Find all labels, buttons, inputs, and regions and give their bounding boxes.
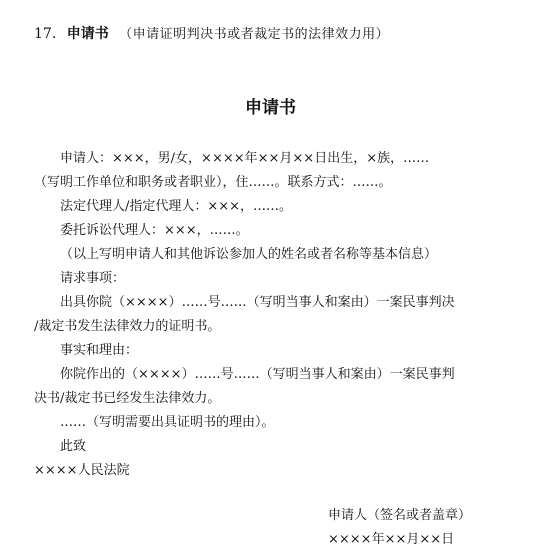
- court-name: ××××人民法院: [34, 463, 130, 478]
- applicant-line-cont: （写明工作单位和职务或者职业），住……。联系方式：……。: [34, 175, 392, 190]
- reason-line: ……（写明需要出具证明书的理由）。: [60, 415, 275, 430]
- applicant-line: 申请人：×××，男/女，××××年××月××日出生，×族，……: [60, 151, 430, 166]
- signature-date: ××××年××月××日: [328, 532, 455, 547]
- request-line: 出具你院（××××）……号……（写明当事人和案由）一案民事判决: [60, 295, 455, 310]
- facts-heading: 事实和理由：: [60, 343, 139, 358]
- section-number: 17.: [34, 26, 57, 42]
- closing-line: 此致: [60, 439, 87, 454]
- section-name: 申请书: [66, 26, 109, 42]
- facts-line-cont: 决书/裁定书已经发生法律效力。: [34, 391, 221, 406]
- request-line-cont: /裁定书发生法律效力的证明书。: [34, 319, 221, 334]
- signature-label: 申请人（签名或者盖章）: [328, 508, 472, 523]
- agent-line: 委托诉讼代理人：×××，……。: [60, 223, 249, 238]
- document-title: 申请书: [245, 98, 296, 118]
- legal-representative-line: 法定代理人/指定代理人：×××，……。: [60, 199, 293, 214]
- participants-note: （以上写明申请人和其他诉讼参加人的姓名或者名称等基本信息）: [60, 247, 438, 262]
- section-heading: [34, 24, 389, 45]
- facts-line: 你院作出的（××××）……号……（写明当事人和案由）一案民事判: [60, 367, 455, 382]
- section-note: （申请证明判决书或者裁定书的法律效力用）: [119, 27, 390, 42]
- request-heading: 请求事项：: [60, 271, 126, 286]
